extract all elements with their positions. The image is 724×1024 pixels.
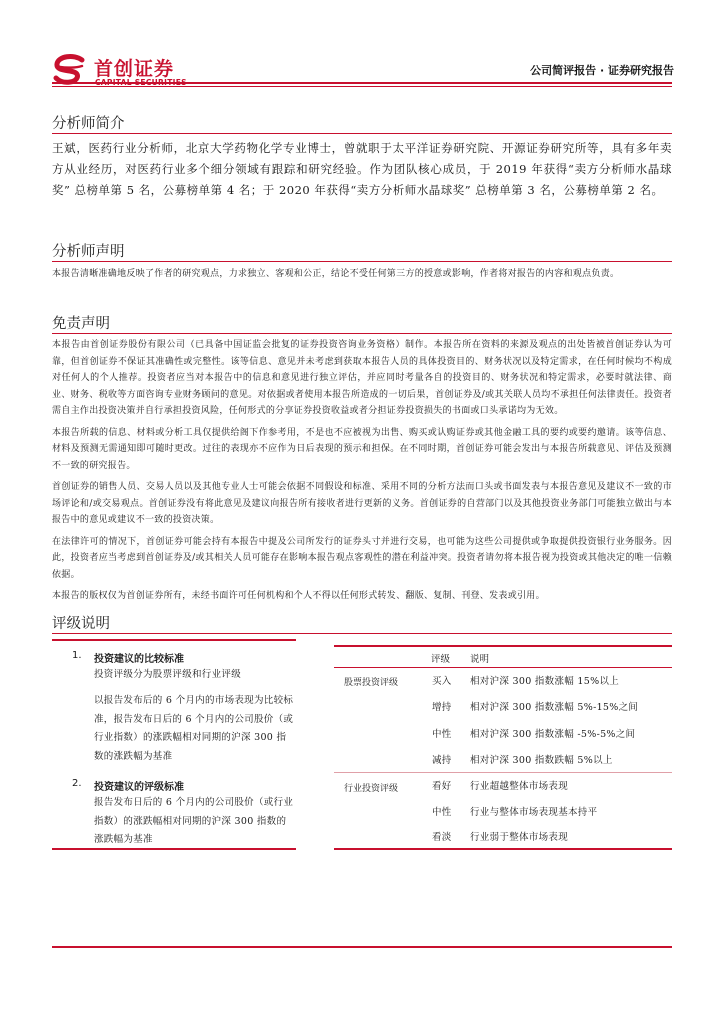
rating-desc: 行业与整体市场表现基本持平 bbox=[470, 807, 598, 818]
rating-item-text: 报告发布日后的 6 个月内的公司股价（或行业指数）的涨跌幅相对同期的沪深 300 指数的涨跌幅为基准 bbox=[94, 797, 294, 845]
rating-category: 行业投资评级 bbox=[344, 784, 399, 794]
rating-left-bottom-rule bbox=[52, 848, 296, 850]
rating-grade: 减持 bbox=[432, 755, 452, 766]
disclaimer-paragraph: 本报告所载的信息、材料或分析工具仅提供给阁下作参考用，不是也不应被视为出售、购买或认购证券或其他金融工具的要约或要约邀请。该等信息、材料及预测无需通知即可随时更改。过往的表现亦不应作为日后表现的预示和担保。在不同时期，首创证券可能会发出与本报告所载意见、评估及预测不一致的研究报告。 bbox=[52, 427, 672, 471]
rating-desc: 行业超越整体市场表现 bbox=[470, 781, 569, 792]
rating-desc: 行业弱于整体市场表现 bbox=[470, 832, 569, 843]
rating-desc: 相对沪深 300 指数跌幅 5%以上 bbox=[470, 755, 613, 766]
disclaimer-body bbox=[52, 337, 672, 605]
section-divider bbox=[52, 133, 672, 134]
rating-title: 评级说明 bbox=[52, 616, 110, 632]
header-divider bbox=[52, 82, 672, 84]
rating-desc: 相对沪深 300 指数涨幅 -5%-5%之间 bbox=[470, 729, 636, 740]
rating-desc: 相对沪深 300 指数涨幅 15%以上 bbox=[470, 676, 620, 687]
disclaimer-paragraph: 本报告由首创证券股份有限公司（已具备中国证监会批复的证券投资咨询业务资格）制作。本报告所在资料的来源及观点的出处皆被首创证券认为可靠，但首创证券不保证其准确性或完整性。该等信息、意见并未考虑到获取本报告人员的具体投资目的、财务状况以及特定需求，在任何时候均不构成对任何人的个人推荐。投资者应当对本报告中的信息和意见进行独立评估，并应同时考量各自的投资目的、财务状况和特定需求，必要时就法律、商业、财务、税收等方面咨询专业财务顾问的意见。对依据或者使用本报告所造成的一切后果，首创证券及/或其关联人员均不承担任何法律责任。投资者需自主作出投资决策并自行承担投资风险，任何形式的分享证券投资收益或者分担证券投资损失的书面或口头承诺均为无效。 bbox=[52, 340, 672, 416]
rating-category: 股票投资评级 bbox=[344, 678, 399, 688]
rating-item-heading: 投资建议的评级标准 bbox=[94, 782, 184, 793]
rating-table-group-rule bbox=[334, 772, 672, 773]
rating-table-header-grade: 评级 bbox=[431, 654, 451, 665]
rating-grade: 买入 bbox=[432, 676, 452, 687]
disclaimer-paragraph: 在法律许可的情况下，首创证券可能会持有本报告中提及公司所发行的证券头寸并进行交易，也可能为这些公司提供或争取提供投资银行业务服务。因此，投资者应当考虑到首创证券及/或其相关人员可能存在影响本报告观点客观性的潜在利益冲突。投资者请勿将本报告视为投资或其他决定的唯一信赖依据。 bbox=[52, 536, 672, 580]
disclaimer-paragraph: 首创证券的销售人员、交易人员以及其他专业人士可能会依据不同假设和标准、采用不同的分析方法而口头或书面发表与本报告意见及建议不一致的市场评论和/或交易观点。首创证券没有将此意见及建议向报告所有接收者进行更新的义务。首创证券的自营部门以及其他投资业务部门可能独立做出与本报告中的意见或建议不一致的投资决策。 bbox=[52, 482, 672, 525]
rating-item-number: 2. bbox=[72, 778, 82, 789]
section-divider bbox=[52, 261, 672, 262]
section-divider bbox=[52, 333, 672, 334]
rating-table-header-rule bbox=[334, 667, 672, 668]
rating-table-header-desc: 说明 bbox=[470, 654, 490, 665]
analyst-intro-title: 分析师简介 bbox=[52, 116, 125, 132]
section-divider bbox=[52, 633, 672, 634]
footer-divider bbox=[52, 946, 672, 948]
header-divider-thin bbox=[52, 86, 672, 87]
rating-item-number: 1. bbox=[72, 650, 82, 661]
logo-name: 首创证券 bbox=[94, 58, 175, 80]
rating-desc: 相对沪深 300 指数涨幅 5%-15%之间 bbox=[470, 702, 639, 713]
rating-grade: 看淡 bbox=[432, 832, 452, 843]
analyst-statement-title: 分析师声明 bbox=[52, 244, 125, 260]
rating-grade: 看好 bbox=[432, 781, 452, 792]
disclaimer-title: 免责声明 bbox=[52, 316, 110, 332]
rating-grade: 中性 bbox=[432, 729, 452, 740]
rating-table-top-rule bbox=[334, 645, 672, 647]
disclaimer-paragraph: 本报告的版权仅为首创证券所有，未经书面许可任何机构和个人不得以任何形式转发、翻版、复制、刊登、发表或引用。 bbox=[52, 591, 545, 601]
rating-table-bottom-rule bbox=[334, 848, 672, 850]
rating-item-heading: 投资建议的比较标准 bbox=[94, 654, 184, 665]
rating-item-text: 投资评级分为股票评级和行业评级 bbox=[94, 669, 242, 680]
rating-item-text: 以报告发布后的 6 个月内的市场表现为比较标准，报告发布日后的 6 个月内的公司股价（或行业指数）的涨跌幅相对同期的沪深 300 指数的涨跌幅为基准 bbox=[94, 695, 294, 762]
analyst-intro-text: 王斌，医药行业分析师，北京大学药物化学专业博士，曾就职于太平洋证券研究院、开源证券研究所等，具有多年卖方从业经历，对医药行业多个细分领域有跟踪和研究经验。作为团队核心成员，于 2019 年获得“卖方分析师水晶球奖” 总榜单第 5 名，公募榜单第 4 名；于 2020 年获得“卖方分析师水晶球奖” 总榜单第 3 名，公募榜单第 2 名。 bbox=[52, 141, 672, 197]
analyst-statement-text: 本报告清晰准确地反映了作者的研究观点，力求独立、客观和公正，结论不受任何第三方的授意或影响，作者将对报告的内容和观点负责。 bbox=[52, 269, 620, 279]
rating-grade: 中性 bbox=[432, 807, 452, 818]
report-type-label: 公司简评报告 · 证券研究报告 bbox=[530, 64, 674, 77]
rating-grade: 增持 bbox=[432, 702, 452, 713]
rating-left-top-rule bbox=[52, 639, 296, 641]
